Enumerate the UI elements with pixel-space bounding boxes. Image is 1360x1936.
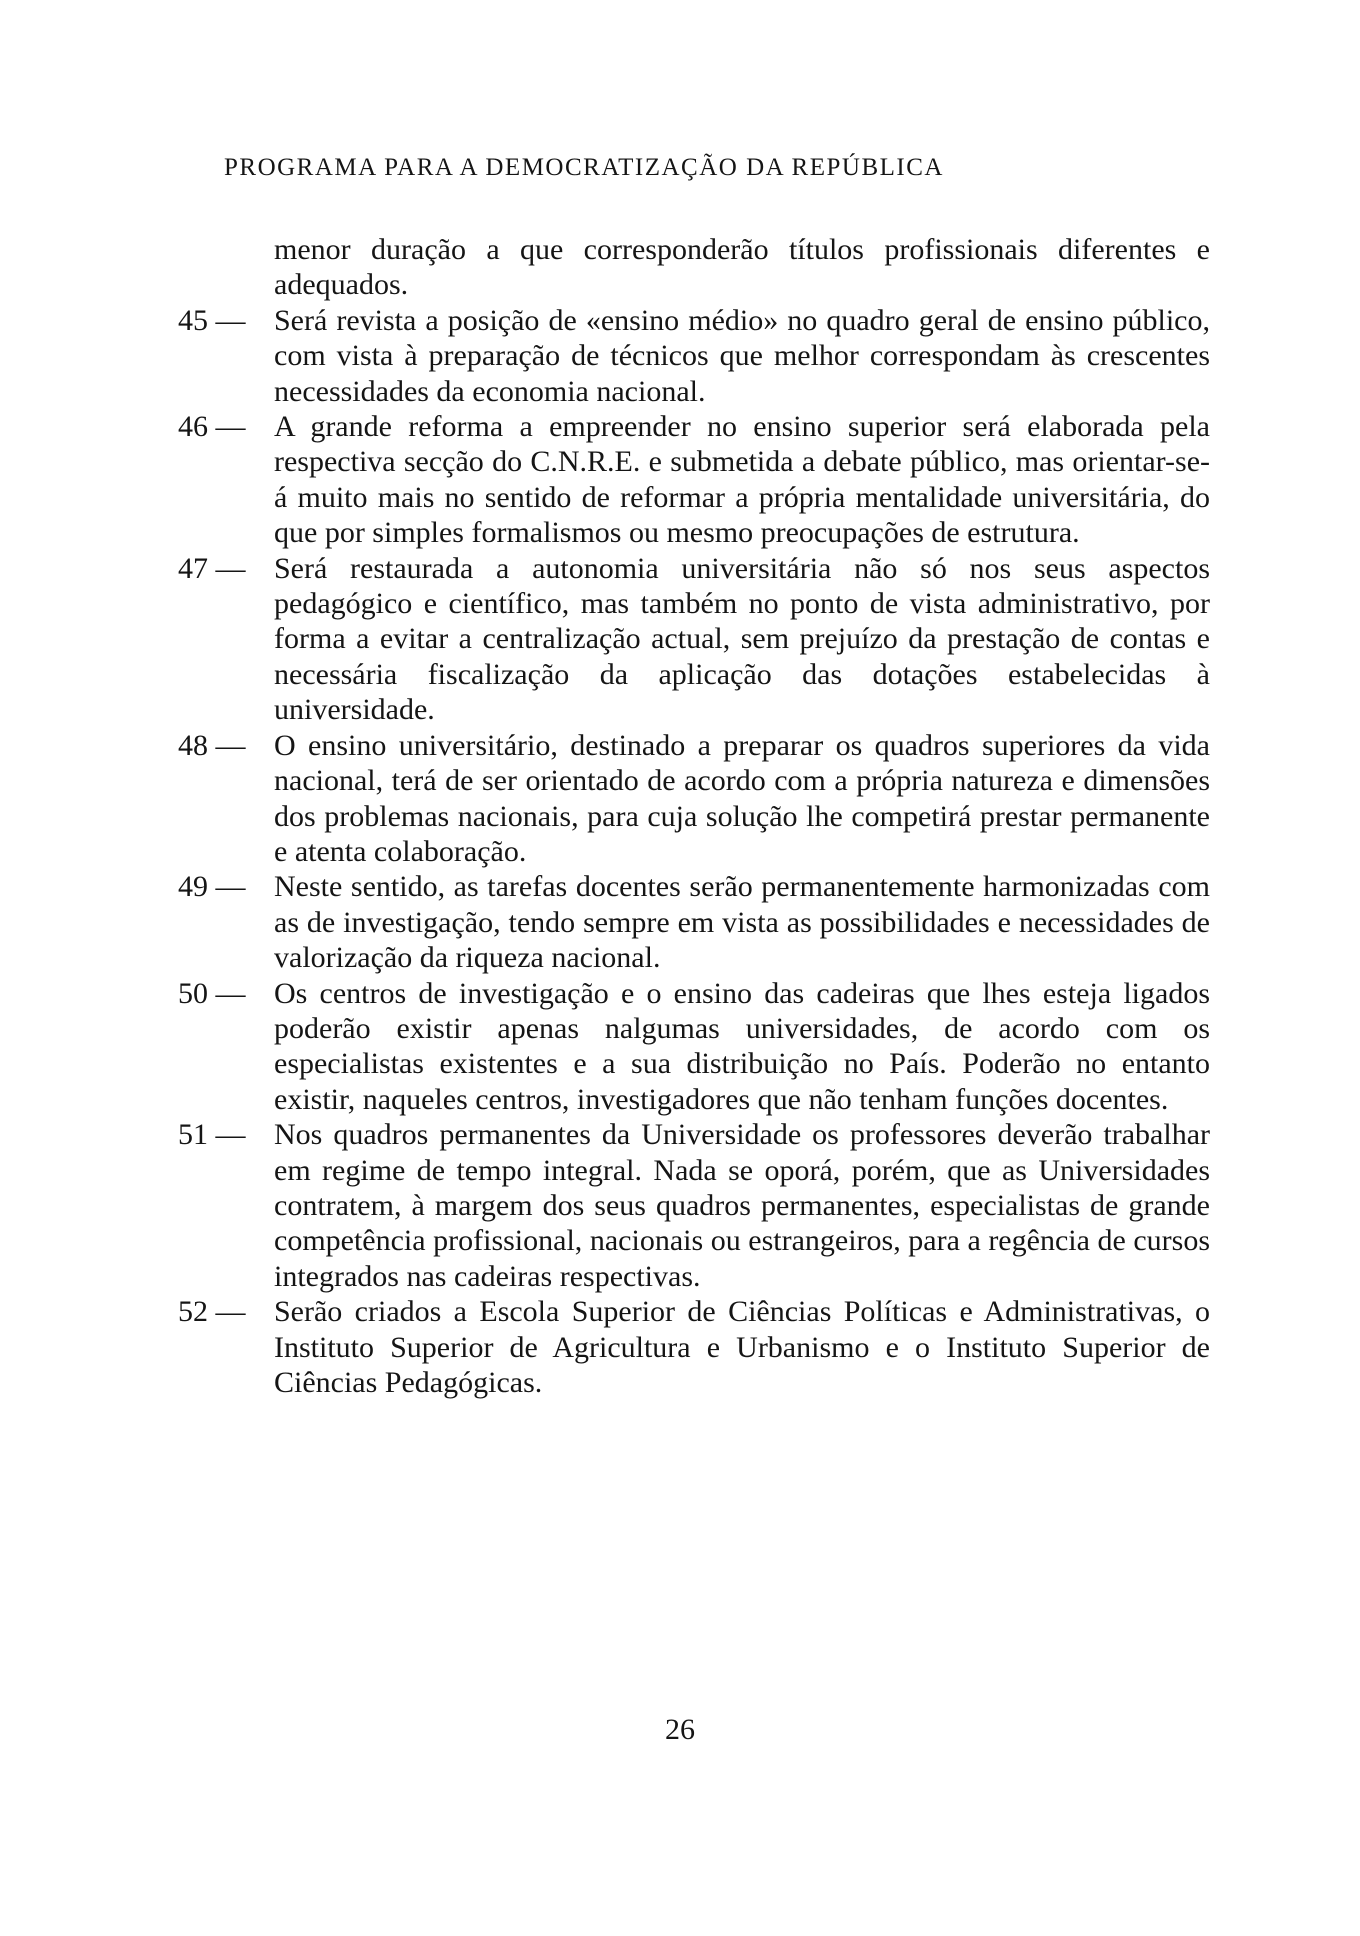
item-number: 47 —: [178, 551, 246, 585]
item-number: 50 —: [178, 976, 246, 1010]
item-number: 45 —: [178, 303, 246, 337]
list-item-48: [178, 728, 1210, 870]
item-text: A grande reforma a empreender no ensino superior será elaborada pela respectiva secção do C.N.R.E. e submetida a debate público, mas orientar-se-á muito mais no sentido de reformar a própria mentalidade universitária, do que por simples formalismos ou mesmo preocupações de estrutura.: [274, 410, 1210, 550]
item-number: 51 —: [178, 1118, 246, 1152]
item-text: Será revista a posição de «ensino médio» no quadro geral de ensino público, com vista à preparação de técnicos que melhor correspondam às crescentes necessidades da economia nacional.: [274, 303, 1210, 408]
list-item-51: [178, 1117, 1210, 1294]
item-number: 52 —: [178, 1295, 246, 1329]
item-number: 48 —: [178, 728, 246, 762]
item-text: Os centros de investigação e o ensino das cadeiras que lhes esteja ligados poderão existir apenas nalgumas universidades, de acordo com os especialistas existentes e a sua distribuição no País. Poderão no entanto existir, naqueles centros, investigadores que não tenham funções docentes.: [274, 976, 1210, 1116]
running-head: PROGRAMA PARA A DEMOCRATIZAÇÃO DA REPÚBLICA: [224, 154, 944, 181]
item-text: Será restaurada a autonomia universitária não só nos seus aspectos pedagógico e científico, mas também no ponto de vista administrativo, por forma a evitar a centralização actual, sem prejuízo da prestação de contas e necessária fiscalização da aplicação das dotações estabelecidas à universidade.: [274, 551, 1210, 727]
page-number: 26: [665, 1713, 695, 1746]
list-item-45: [178, 303, 1210, 409]
item-text: Nos quadros permanentes da Universidade os professores deverão trabalhar em regime de tempo integral. Nada se oporá, porém, que as Universidades contratem, à margem dos seus quadros permanentes, especialistas de grande competência profissional, nacionais ou estrangeiros, para a regência de cursos integrados nas cadeiras respectivas.: [274, 1118, 1210, 1293]
body-text: [178, 232, 1210, 1400]
item-text: Serão criados a Escola Superior de Ciências Políticas e Administrativas, o Instituto Superior de Agricultura e Urbanismo e o Instituto Superior de Ciências Pedagógicas.: [274, 1295, 1210, 1399]
item-text: O ensino universitário, destinado a preparar os quadros superiores da vida nacional, terá de ser orientado de acordo com a própria natureza e dimensões dos problemas nacionais, para cuja solução lhe competirá prestar permanente e atenta colaboração.: [274, 728, 1210, 868]
continuation-paragraph: menor duração a que corresponderão títulos profissionais diferentes e adequados.: [274, 233, 1210, 302]
list-item-50: [178, 976, 1210, 1118]
item-number: 49 —: [178, 870, 246, 904]
list-item-46: [178, 409, 1210, 551]
list-item-47: [178, 551, 1210, 728]
item-number: 46 —: [178, 410, 246, 444]
item-text: Neste sentido, as tarefas docentes serão permanentemente harmonizadas com as de investigação, tendo sempre em vista as possibilidades e necessidades de valorização da riqueza nacional.: [274, 870, 1210, 975]
list-item-49: [178, 869, 1210, 975]
list-item-52: [178, 1294, 1210, 1400]
